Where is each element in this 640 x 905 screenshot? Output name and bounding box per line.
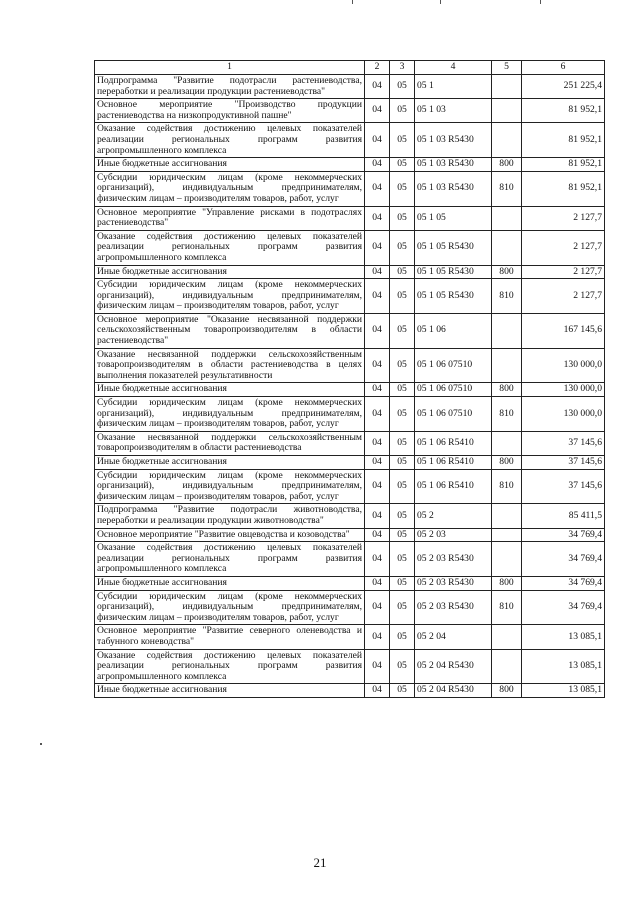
row-name-cell: Подпрограмма "Развитие подотрасли растениеводства, переработки и реализации продукции растениеводства" bbox=[95, 75, 365, 99]
column-header: 1 bbox=[95, 61, 365, 75]
row-name-cell: Оказание содействия достижению целевых показателей реализации региональных программ развития агропромышленного комплекса bbox=[95, 542, 365, 577]
row-name-cell: Оказание несвязанной поддержки сельскохозяйственным товаропроизводителям в области растениеводства в целях выполнения показателей результативности bbox=[95, 348, 365, 383]
subsection-code-cell: 05 bbox=[390, 397, 415, 432]
amount-cell: 13 085,1 bbox=[522, 684, 605, 698]
section-code-cell: 04 bbox=[365, 383, 390, 397]
row-name-cell: Иные бюджетные ассигнования bbox=[95, 456, 365, 470]
table-row bbox=[95, 279, 605, 314]
expense-type-cell bbox=[492, 649, 522, 684]
row-name-cell: Оказание содействия достижению целевых показателей реализации региональных программ развития агропромышленного комплекса bbox=[95, 123, 365, 158]
expense-type-cell bbox=[492, 230, 522, 265]
table-row bbox=[95, 171, 605, 206]
row-name-cell: Иные бюджетные ассигнования bbox=[95, 576, 365, 590]
section-code-cell: 04 bbox=[365, 528, 390, 542]
scan-artifact bbox=[440, 0, 441, 4]
column-header: 6 bbox=[522, 61, 605, 75]
amount-cell: 34 769,4 bbox=[522, 590, 605, 625]
section-code-cell: 04 bbox=[365, 431, 390, 455]
expense-type-cell: 800 bbox=[492, 456, 522, 470]
subsection-code-cell: 05 bbox=[390, 625, 415, 649]
amount-cell: 13 085,1 bbox=[522, 625, 605, 649]
table-row bbox=[95, 397, 605, 432]
expense-type-cell: 800 bbox=[492, 158, 522, 172]
amount-cell: 130 000,0 bbox=[522, 348, 605, 383]
table-row bbox=[95, 625, 605, 649]
target-article-cell: 05 1 06 R5410 bbox=[415, 469, 492, 504]
row-name-cell: Основное мероприятие "Управление рисками в подотраслях растениеводства" bbox=[95, 206, 365, 230]
amount-cell: 37 145,6 bbox=[522, 431, 605, 455]
budget-table bbox=[94, 60, 605, 698]
table-row bbox=[95, 313, 605, 348]
section-code-cell: 04 bbox=[365, 649, 390, 684]
row-name-cell: Основное мероприятие "Развитие овцеводства и козоводства" bbox=[95, 528, 365, 542]
amount-cell: 81 952,1 bbox=[522, 123, 605, 158]
table-row bbox=[95, 348, 605, 383]
expense-type-cell: 810 bbox=[492, 469, 522, 504]
section-code-cell: 04 bbox=[365, 265, 390, 279]
expense-type-cell: 810 bbox=[492, 279, 522, 314]
expense-type-cell: 810 bbox=[492, 171, 522, 206]
table-row bbox=[95, 504, 605, 528]
subsection-code-cell: 05 bbox=[390, 158, 415, 172]
subsection-code-cell: 05 bbox=[390, 99, 415, 123]
subsection-code-cell: 05 bbox=[390, 383, 415, 397]
row-name-cell: Основное мероприятие "Производство продукции растениеводства на низкопродуктивной пашне" bbox=[95, 99, 365, 123]
table-row bbox=[95, 206, 605, 230]
row-name-cell: Иные бюджетные ассигнования bbox=[95, 684, 365, 698]
amount-cell: 167 145,6 bbox=[522, 313, 605, 348]
table-row bbox=[95, 469, 605, 504]
expense-type-cell bbox=[492, 625, 522, 649]
section-code-cell: 04 bbox=[365, 279, 390, 314]
amount-cell: 81 952,1 bbox=[522, 171, 605, 206]
expense-type-cell bbox=[492, 123, 522, 158]
table-row bbox=[95, 75, 605, 99]
subsection-code-cell: 05 bbox=[390, 206, 415, 230]
scan-artifact bbox=[352, 0, 353, 4]
target-article-cell: 05 1 06 07510 bbox=[415, 383, 492, 397]
column-header: 2 bbox=[365, 61, 390, 75]
amount-cell: 37 145,6 bbox=[522, 456, 605, 470]
subsection-code-cell: 05 bbox=[390, 590, 415, 625]
section-code-cell: 04 bbox=[365, 206, 390, 230]
expense-type-cell bbox=[492, 348, 522, 383]
section-code-cell: 04 bbox=[365, 469, 390, 504]
expense-type-cell: 800 bbox=[492, 684, 522, 698]
table-row bbox=[95, 265, 605, 279]
expense-type-cell: 800 bbox=[492, 265, 522, 279]
expense-type-cell bbox=[492, 206, 522, 230]
expense-type-cell bbox=[492, 528, 522, 542]
row-name-cell: Иные бюджетные ассигнования bbox=[95, 265, 365, 279]
amount-cell: 2 127,7 bbox=[522, 230, 605, 265]
section-code-cell: 04 bbox=[365, 158, 390, 172]
target-article-cell: 05 1 06 R5410 bbox=[415, 431, 492, 455]
amount-cell: 85 411,5 bbox=[522, 504, 605, 528]
row-name-cell: Субсидии юридическим лицам (кроме некоммерческих организаций), индивидуальным предпринимателям, физическим лицам – производителям товаров, работ, услуг bbox=[95, 279, 365, 314]
target-article-cell: 05 1 03 bbox=[415, 99, 492, 123]
column-header: 3 bbox=[390, 61, 415, 75]
table-row bbox=[95, 649, 605, 684]
amount-cell: 2 127,7 bbox=[522, 279, 605, 314]
expense-type-cell bbox=[492, 504, 522, 528]
amount-cell: 130 000,0 bbox=[522, 397, 605, 432]
section-code-cell: 04 bbox=[365, 397, 390, 432]
section-code-cell: 04 bbox=[365, 576, 390, 590]
table-row bbox=[95, 456, 605, 470]
subsection-code-cell: 05 bbox=[390, 528, 415, 542]
subsection-code-cell: 05 bbox=[390, 431, 415, 455]
amount-cell: 2 127,7 bbox=[522, 265, 605, 279]
target-article-cell: 05 1 05 R5430 bbox=[415, 265, 492, 279]
target-article-cell: 05 1 03 R5430 bbox=[415, 123, 492, 158]
row-name-cell: Основное мероприятие "Оказание несвязанной поддержки сельскохозяйственным товаропроизводителям в области растениеводства" bbox=[95, 313, 365, 348]
table-header-row bbox=[95, 61, 605, 75]
expense-type-cell: 810 bbox=[492, 590, 522, 625]
row-name-cell: Подпрограмма "Развитие подотрасли животноводства, переработки и реализации продукции животноводства" bbox=[95, 504, 365, 528]
amount-cell: 37 145,6 bbox=[522, 469, 605, 504]
subsection-code-cell: 05 bbox=[390, 469, 415, 504]
subsection-code-cell: 05 bbox=[390, 313, 415, 348]
row-name-cell: Оказание содействия достижению целевых показателей реализации региональных программ развития агропромышленного комплекса bbox=[95, 649, 365, 684]
column-header: 4 bbox=[415, 61, 492, 75]
subsection-code-cell: 05 bbox=[390, 542, 415, 577]
row-name-cell: Основное мероприятие "Развитие северного оленеводства и табунного коневодства" bbox=[95, 625, 365, 649]
subsection-code-cell: 05 bbox=[390, 75, 415, 99]
expense-type-cell: 800 bbox=[492, 576, 522, 590]
row-name-cell: Иные бюджетные ассигнования bbox=[95, 383, 365, 397]
section-code-cell: 04 bbox=[365, 123, 390, 158]
target-article-cell: 05 1 06 bbox=[415, 313, 492, 348]
scan-artifact bbox=[40, 743, 42, 745]
target-article-cell: 05 2 03 bbox=[415, 528, 492, 542]
amount-cell: 251 225,4 bbox=[522, 75, 605, 99]
table-row bbox=[95, 99, 605, 123]
table-row bbox=[95, 123, 605, 158]
target-article-cell: 05 1 06 07510 bbox=[415, 348, 492, 383]
row-name-cell: Субсидии юридическим лицам (кроме некоммерческих организаций), индивидуальным предпринимателям, физическим лицам – производителям товаров, работ, услуг bbox=[95, 590, 365, 625]
target-article-cell: 05 2 03 R5430 bbox=[415, 542, 492, 577]
section-code-cell: 04 bbox=[365, 504, 390, 528]
table-row bbox=[95, 590, 605, 625]
amount-cell: 81 952,1 bbox=[522, 158, 605, 172]
amount-cell: 34 769,4 bbox=[522, 528, 605, 542]
subsection-code-cell: 05 bbox=[390, 456, 415, 470]
table-row bbox=[95, 684, 605, 698]
scan-artifact bbox=[540, 0, 541, 4]
row-name-cell: Оказание содействия достижению целевых показателей реализации региональных программ развития агропромышленного комплекса bbox=[95, 230, 365, 265]
expense-type-cell: 800 bbox=[492, 383, 522, 397]
target-article-cell: 05 2 bbox=[415, 504, 492, 528]
table-row bbox=[95, 383, 605, 397]
section-code-cell: 04 bbox=[365, 456, 390, 470]
section-code-cell: 04 bbox=[365, 542, 390, 577]
amount-cell: 34 769,4 bbox=[522, 576, 605, 590]
section-code-cell: 04 bbox=[365, 684, 390, 698]
amount-cell: 13 085,1 bbox=[522, 649, 605, 684]
page-number: 21 bbox=[313, 855, 327, 870]
subsection-code-cell: 05 bbox=[390, 171, 415, 206]
section-code-cell: 04 bbox=[365, 171, 390, 206]
subsection-code-cell: 05 bbox=[390, 123, 415, 158]
target-article-cell: 05 1 05 R5430 bbox=[415, 230, 492, 265]
subsection-code-cell: 05 bbox=[390, 348, 415, 383]
section-code-cell: 04 bbox=[365, 590, 390, 625]
section-code-cell: 04 bbox=[365, 348, 390, 383]
amount-cell: 81 952,1 bbox=[522, 99, 605, 123]
table-row bbox=[95, 431, 605, 455]
expense-type-cell bbox=[492, 75, 522, 99]
row-name-cell: Иные бюджетные ассигнования bbox=[95, 158, 365, 172]
section-code-cell: 04 bbox=[365, 230, 390, 265]
section-code-cell: 04 bbox=[365, 625, 390, 649]
amount-cell: 34 769,4 bbox=[522, 542, 605, 577]
column-header: 5 bbox=[492, 61, 522, 75]
target-article-cell: 05 1 03 R5430 bbox=[415, 158, 492, 172]
expense-type-cell bbox=[492, 313, 522, 348]
amount-cell: 130 000,0 bbox=[522, 383, 605, 397]
amount-cell: 2 127,7 bbox=[522, 206, 605, 230]
target-article-cell: 05 2 04 R5430 bbox=[415, 684, 492, 698]
target-article-cell: 05 1 03 R5430 bbox=[415, 171, 492, 206]
section-code-cell: 04 bbox=[365, 75, 390, 99]
target-article-cell: 05 2 03 R5430 bbox=[415, 576, 492, 590]
row-name-cell: Оказание несвязанной поддержки сельскохозяйственным товаропроизводителям в области растениеводства bbox=[95, 431, 365, 455]
target-article-cell: 05 1 05 R5430 bbox=[415, 279, 492, 314]
target-article-cell: 05 1 05 bbox=[415, 206, 492, 230]
expense-type-cell: 810 bbox=[492, 397, 522, 432]
table-row bbox=[95, 576, 605, 590]
row-name-cell: Субсидии юридическим лицам (кроме некоммерческих организаций), индивидуальным предпринимателям, физическим лицам – производителям товаров, работ, услуг bbox=[95, 397, 365, 432]
target-article-cell: 05 1 06 R5410 bbox=[415, 456, 492, 470]
subsection-code-cell: 05 bbox=[390, 230, 415, 265]
target-article-cell: 05 2 04 bbox=[415, 625, 492, 649]
subsection-code-cell: 05 bbox=[390, 684, 415, 698]
subsection-code-cell: 05 bbox=[390, 504, 415, 528]
target-article-cell: 05 1 06 07510 bbox=[415, 397, 492, 432]
table-row bbox=[95, 158, 605, 172]
row-name-cell: Субсидии юридическим лицам (кроме некоммерческих организаций), индивидуальным предпринимателям, физическим лицам – производителям товаров, работ, услуг bbox=[95, 469, 365, 504]
subsection-code-cell: 05 bbox=[390, 279, 415, 314]
target-article-cell: 05 2 04 R5430 bbox=[415, 649, 492, 684]
subsection-code-cell: 05 bbox=[390, 649, 415, 684]
expense-type-cell bbox=[492, 99, 522, 123]
section-code-cell: 04 bbox=[365, 313, 390, 348]
expense-type-cell bbox=[492, 431, 522, 455]
target-article-cell: 05 1 bbox=[415, 75, 492, 99]
table-row bbox=[95, 528, 605, 542]
expense-type-cell bbox=[492, 542, 522, 577]
table-row bbox=[95, 230, 605, 265]
subsection-code-cell: 05 bbox=[390, 576, 415, 590]
subsection-code-cell: 05 bbox=[390, 265, 415, 279]
target-article-cell: 05 2 03 R5430 bbox=[415, 590, 492, 625]
section-code-cell: 04 bbox=[365, 99, 390, 123]
table-row bbox=[95, 542, 605, 577]
row-name-cell: Субсидии юридическим лицам (кроме некоммерческих организаций), индивидуальным предпринимателям, физическим лицам – производителям товаров, работ, услуг bbox=[95, 171, 365, 206]
